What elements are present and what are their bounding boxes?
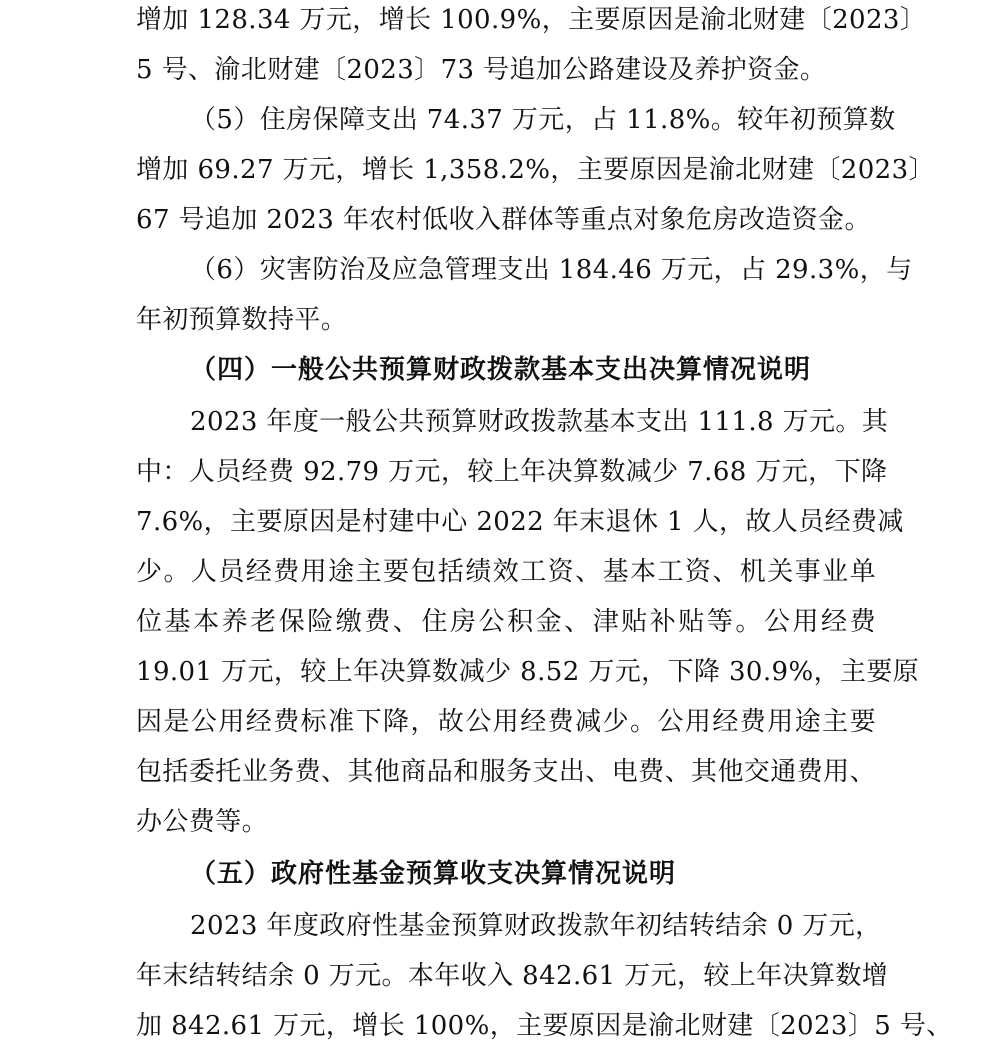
paragraph-line: 年初预算数持平。 <box>136 305 348 335</box>
paragraph-line: 办公费等。 <box>136 807 269 837</box>
paragraph-line: 中：人员经费 92.79 万元，较上年决算数减少 7.68 万元，下降 <box>136 457 888 487</box>
section-heading: （四）一般公共预算财政拨款基本支出决算情况说明 <box>190 355 812 385</box>
paragraph-line: （6）灾害防治及应急管理支出 184.46 万元，占 29.3%，与 <box>190 255 913 285</box>
paragraph-line: （5）住房保障支出 74.37 万元，占 11.8%。较年初预算数 <box>190 105 896 135</box>
paragraph-line: 增加 128.34 万元，增长 100.9%，主要原因是渝北财建〔2023〕 <box>136 5 927 35</box>
paragraph-line: 增加 69.27 万元，增长 1,358.2%，主要原因是渝北财建〔2023〕 <box>136 155 935 185</box>
paragraph-line: 包括委托业务费、其他商品和服务支出、电费、其他交通费用、 <box>136 757 876 787</box>
paragraph-line: 加 842.61 万元，增长 100%，主要原因是渝北财建〔2023〕5 号、 <box>136 1011 953 1041</box>
section-heading: （五）政府性基金预算收支决算情况说明 <box>190 859 677 889</box>
paragraph-line: 67 号追加 2023 年农村低收入群体等重点对象危房改造资金。 <box>136 205 871 235</box>
paragraph-line: 2023 年度政府性基金预算财政拨款年初结转结余 0 万元， <box>190 911 882 941</box>
paragraph-line: 7.6%，主要原因是村建中心 2022 年末退休 1 人，故人员经费减 <box>136 507 904 537</box>
paragraph-line: 年末结转结余 0 万元。本年收入 842.61 万元，较上年决算数增 <box>136 961 889 991</box>
paragraph-line: 少。人员经费用途主要包括绩效工资、基本工资、机关事业单 <box>136 557 876 587</box>
paragraph-line: 5 号、渝北财建〔2023〕73 号追加公路建设及养护资金。 <box>136 55 827 85</box>
paragraph-line: 19.01 万元，较上年决算数减少 8.52 万元，下降 30.9%，主要原 <box>136 657 920 687</box>
paragraph-line: 因是公用经费标准下降，故公用经费减少。公用经费用途主要 <box>136 707 876 737</box>
paragraph-line: 2023 年度一般公共预算财政拨款基本支出 111.8 万元。其 <box>190 407 889 437</box>
paragraph-line: 位基本养老保险缴费、住房公积金、津贴补贴等。公用经费 <box>136 607 876 637</box>
